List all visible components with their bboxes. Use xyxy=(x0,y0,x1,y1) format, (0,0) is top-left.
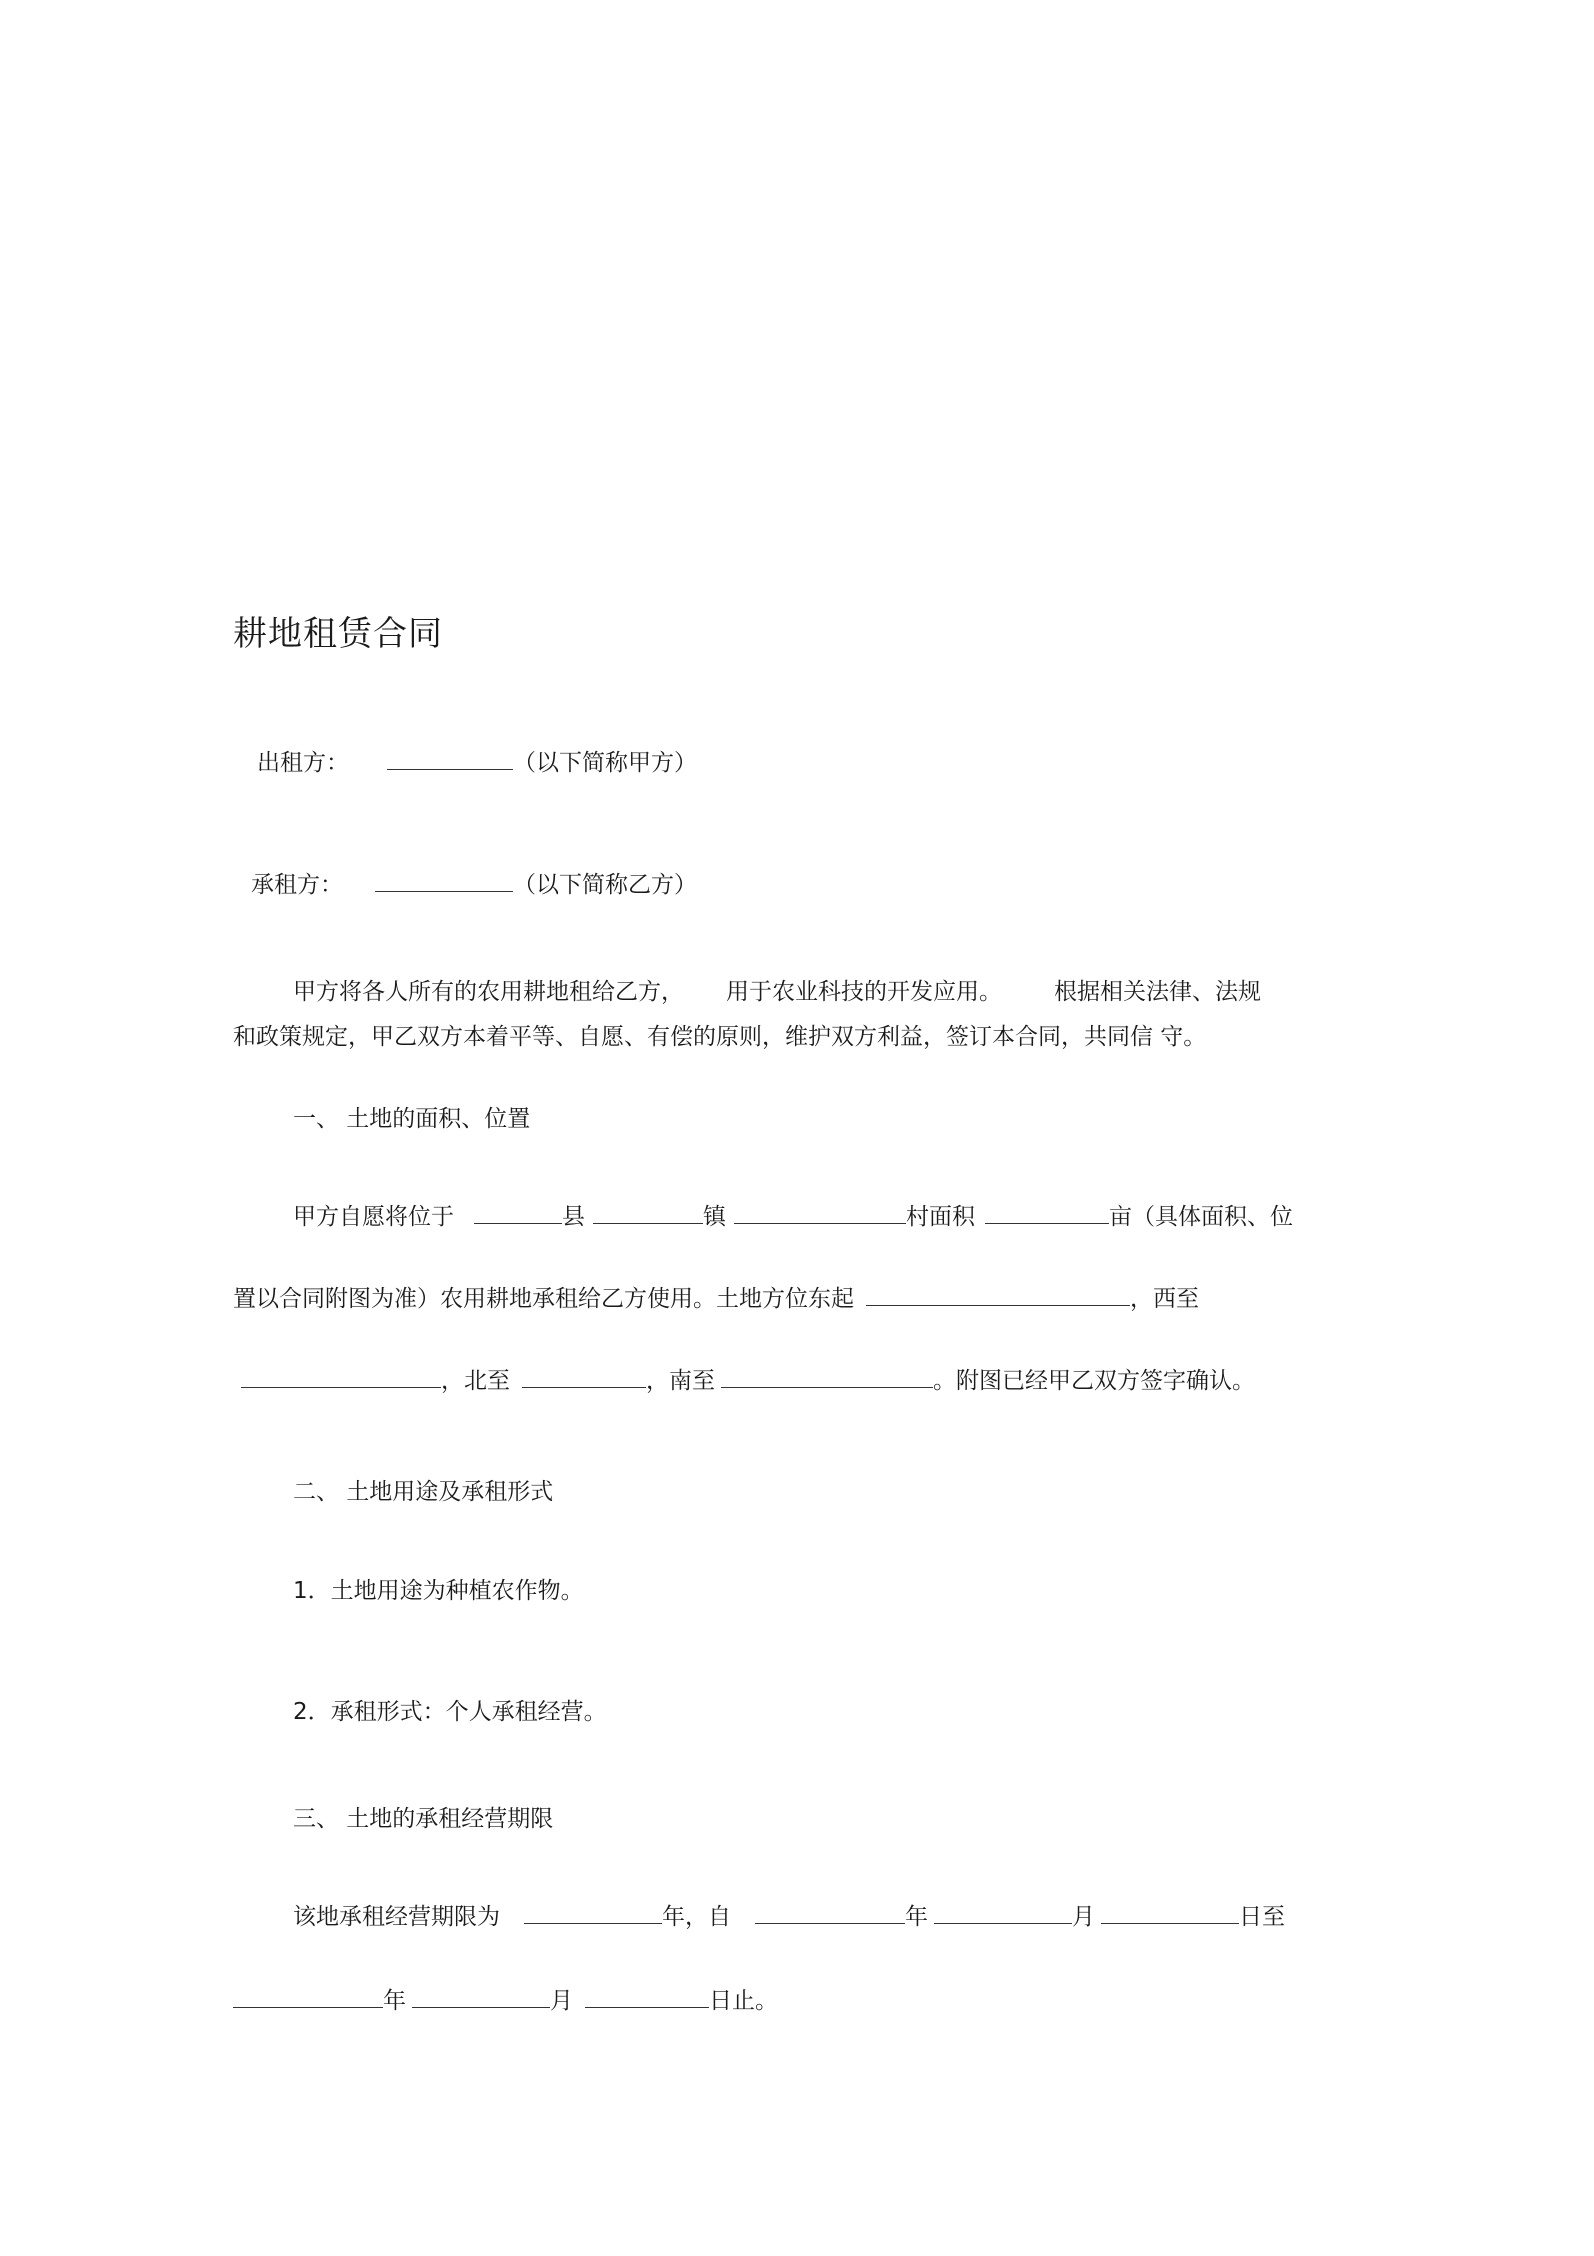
term-years-blank[interactable] xyxy=(524,1903,662,1924)
start-month-blank[interactable] xyxy=(934,1903,1072,1924)
s1-text-west: ，西至 xyxy=(1130,1286,1199,1312)
end-day-blank[interactable] xyxy=(585,1987,709,2008)
s3-text-end-year: 年 xyxy=(383,1988,406,2014)
s3-text-year: 年 xyxy=(905,1904,928,1930)
section-3-heading: 三、 土地的承租经营期限 xyxy=(293,1806,554,1832)
section-2-item-2: 2．承租形式：个人承租经营。 xyxy=(293,1699,607,1725)
north-boundary-blank[interactable] xyxy=(522,1367,646,1388)
intro-text-1b: 用于农业科技的开发应用。 xyxy=(726,979,1002,1005)
end-year-blank[interactable] xyxy=(233,1987,383,2008)
intro-text-1a: 甲方将各人所有的农用耕地租给乙方， xyxy=(293,979,684,1005)
s3-text-term: 该地承租经营期限为 xyxy=(293,1904,500,1930)
lessee-line xyxy=(251,870,697,900)
area-mu-blank[interactable] xyxy=(985,1203,1109,1224)
s1-text-attached-map: 。附图已经甲乙双方签字确认。 xyxy=(933,1368,1255,1394)
section-1-line-3 xyxy=(241,1366,1255,1396)
end-month-blank[interactable] xyxy=(412,1987,550,2008)
town-blank[interactable] xyxy=(593,1203,703,1224)
start-day-blank[interactable] xyxy=(1101,1903,1239,1924)
village-blank[interactable] xyxy=(734,1203,906,1224)
lessor-suffix: （以下简称甲方） xyxy=(513,750,697,776)
section-3-line-2 xyxy=(233,1986,778,2016)
intro-line-2: 和政策规定，甲乙双方本着平等、自愿、有偿的原则，维护双方利益，签订本合同，共同信 守。 xyxy=(233,1024,1207,1050)
s1-text-county: 县 xyxy=(562,1204,585,1230)
lessor-name-blank[interactable] xyxy=(387,749,513,770)
s3-text-day-to: 日至 xyxy=(1239,1904,1285,1930)
section-2-item-1: 1．土地用途为种植农作物。 xyxy=(293,1578,584,1604)
section-2-heading: 二、 土地用途及承租形式 xyxy=(293,1479,554,1505)
s1-text-east: 置以合同附图为准）农用耕地承租给乙方使用。土地方位东起 xyxy=(233,1286,854,1312)
section-3-line-1 xyxy=(293,1902,1285,1932)
s3-text-from: 年，自 xyxy=(662,1904,731,1930)
lessor-line xyxy=(257,748,697,778)
west-boundary-blank[interactable] xyxy=(241,1367,441,1388)
section-1-heading: 一、 土地的面积、位置 xyxy=(293,1106,531,1132)
s1-text-south: ，南至 xyxy=(646,1368,715,1394)
s1-text-north: ，北至 xyxy=(441,1368,510,1394)
contract-title: 耕地租赁合同 xyxy=(233,614,443,654)
s1-text-located: 甲方自愿将位于 xyxy=(293,1204,454,1230)
section-1-line-1 xyxy=(293,1202,1293,1232)
lessee-label: 承租方： xyxy=(251,872,343,898)
s3-text-end-month: 月 xyxy=(550,1988,573,2014)
start-year-blank[interactable] xyxy=(755,1903,905,1924)
lessor-label: 出租方： xyxy=(257,750,349,776)
east-boundary-blank[interactable] xyxy=(866,1285,1130,1306)
s1-text-mu: 亩（具体面积、位 xyxy=(1109,1204,1293,1230)
s3-text-end-day: 日止。 xyxy=(709,1988,778,2014)
intro-line-1 xyxy=(293,977,1261,1007)
county-blank[interactable] xyxy=(474,1203,562,1224)
s1-text-area: 村面积 xyxy=(906,1204,975,1230)
south-boundary-blank[interactable] xyxy=(721,1367,933,1388)
intro-text-1c: 根据相关法律、法规 xyxy=(1054,979,1261,1005)
s3-text-month: 月 xyxy=(1072,1904,1095,1930)
section-1-line-2 xyxy=(233,1284,1199,1314)
s1-text-town: 镇 xyxy=(703,1204,726,1230)
lessee-name-blank[interactable] xyxy=(375,871,513,892)
lessee-suffix: （以下简称乙方） xyxy=(513,872,697,898)
